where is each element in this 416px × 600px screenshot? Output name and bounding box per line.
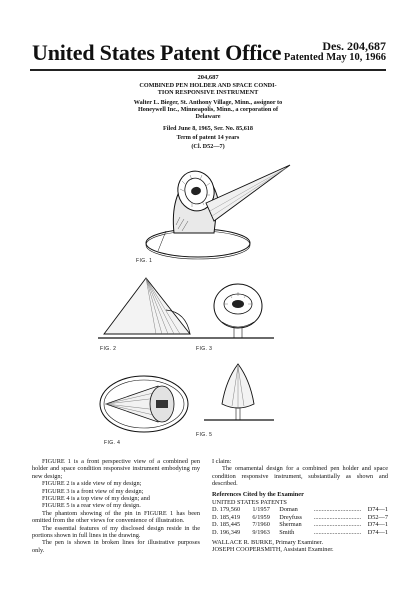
claim-heading: I claim: [212, 458, 232, 465]
ref-name: Sherman [279, 521, 302, 529]
ref-leader: .............................. [313, 513, 362, 521]
description-paragraph: FIGURE 5 is a rear view of my design. [42, 502, 141, 510]
ref-date: 7/1960 [252, 521, 270, 529]
figure-2-label: FIG. 2 [100, 346, 117, 352]
ref-class: D74—1 [367, 521, 388, 529]
assistant-examiner: JOSEPH COOPERSMITH, Assistant Examiner. [212, 546, 334, 554]
inventor-line-3: Delaware [195, 113, 221, 120]
references-subheading: UNITED STATES PATENTS [212, 499, 287, 507]
patent-office-title: United States Patent Office [32, 40, 282, 65]
ref-leader: .............................. [313, 506, 362, 514]
ref-number: D. 185,445 [212, 521, 241, 529]
references-table [212, 506, 388, 536]
figure-1-label: FIG. 1 [136, 258, 153, 264]
description-column [32, 458, 200, 554]
table-row [212, 529, 388, 536]
description-paragraph: FIGURE 3 is a front view of my design; [42, 487, 144, 495]
inventor-info [0, 99, 416, 120]
figure-5-label: FIG. 5 [196, 432, 213, 438]
title-line-1: COMBINED PEN HOLDER AND SPACE CONDI- [139, 82, 277, 89]
term-info: Term of patent 14 years [176, 134, 240, 141]
patent-title [0, 82, 416, 96]
inventor-line-2: Honeywell Inc., Minneapolis, Minn., a corporation of [137, 106, 279, 113]
references-heading: References Cited by the Examiner [212, 490, 304, 498]
ref-number: D. 185,419 [212, 513, 241, 521]
figure-5-drawing [198, 360, 278, 428]
description-paragraph: The pen is shown in broken lines for illustrative purposes only. [32, 539, 200, 554]
figure-3-label: FIG. 3 [196, 346, 213, 352]
primary-examiner: WALLACE R. BURKE, Primary Examiner. [212, 539, 324, 547]
title-line-2: TION RESPONSIVE INSTRUMENT [157, 89, 259, 96]
patent-date: Patented May 10, 1966 [283, 52, 386, 63]
figure-4-label: FIG. 4 [104, 440, 121, 446]
ref-date: 6/1959 [252, 513, 270, 521]
figure-1-drawing [140, 155, 300, 265]
description-paragraph: The phantom showing of the pin in FIGURE 1 has been omitted from the other views for convenience of illustration. [32, 509, 200, 525]
table-row [212, 521, 388, 528]
patent-header-right [284, 40, 386, 64]
ref-name: Smith [279, 528, 295, 536]
ref-leader: .............................. [313, 521, 362, 529]
figure-4-drawing [96, 372, 192, 436]
classification: (Cl. D52—7) [191, 143, 225, 150]
description-paragraph: The essential features of my disclosed design reside in the portions shown in full lines in the drawing. [32, 524, 200, 540]
meta-number: 204,687 [197, 74, 219, 81]
ref-date: 9/1963 [252, 528, 270, 536]
patent-number: Des. 204,687 [322, 39, 386, 53]
filed-info: Filed June 8, 1965, Ser. No. 85,618 [162, 125, 253, 132]
ref-class: D74—1 [367, 506, 388, 514]
description-paragraph: FIGURE 1 is a front perspective view of a combined pen holder and space condition responsive instrument embodying my new design; [32, 458, 200, 480]
ref-number: D. 179,560 [212, 506, 241, 514]
ref-name: Doman [279, 506, 298, 514]
ref-number: D. 196,349 [212, 528, 241, 536]
ref-name: Dreyfuss [279, 513, 302, 521]
ref-class: D74—1 [367, 528, 388, 536]
figure-3-drawing [198, 282, 278, 344]
description-paragraph: FIGURE 4 is a top view of my design; and [42, 495, 150, 503]
table-row [212, 514, 388, 521]
inventor-line-1: Walter L. Bieger, St. Anthony Village, Minn., assignor to [133, 99, 283, 106]
ref-class: D52—7 [367, 513, 388, 521]
header-rule [30, 69, 386, 71]
figure-2-drawing [96, 276, 206, 346]
table-row [212, 506, 388, 513]
ref-leader: .............................. [313, 528, 362, 536]
description-paragraph: FIGURE 2 is a side view of my design; [42, 480, 142, 488]
ref-date: 1/1957 [252, 506, 270, 514]
claim-body: The ornamental design for a combined pen holder and space condition responsive instrument, substantially as shown and described. [212, 465, 388, 488]
claim-column [212, 458, 388, 554]
